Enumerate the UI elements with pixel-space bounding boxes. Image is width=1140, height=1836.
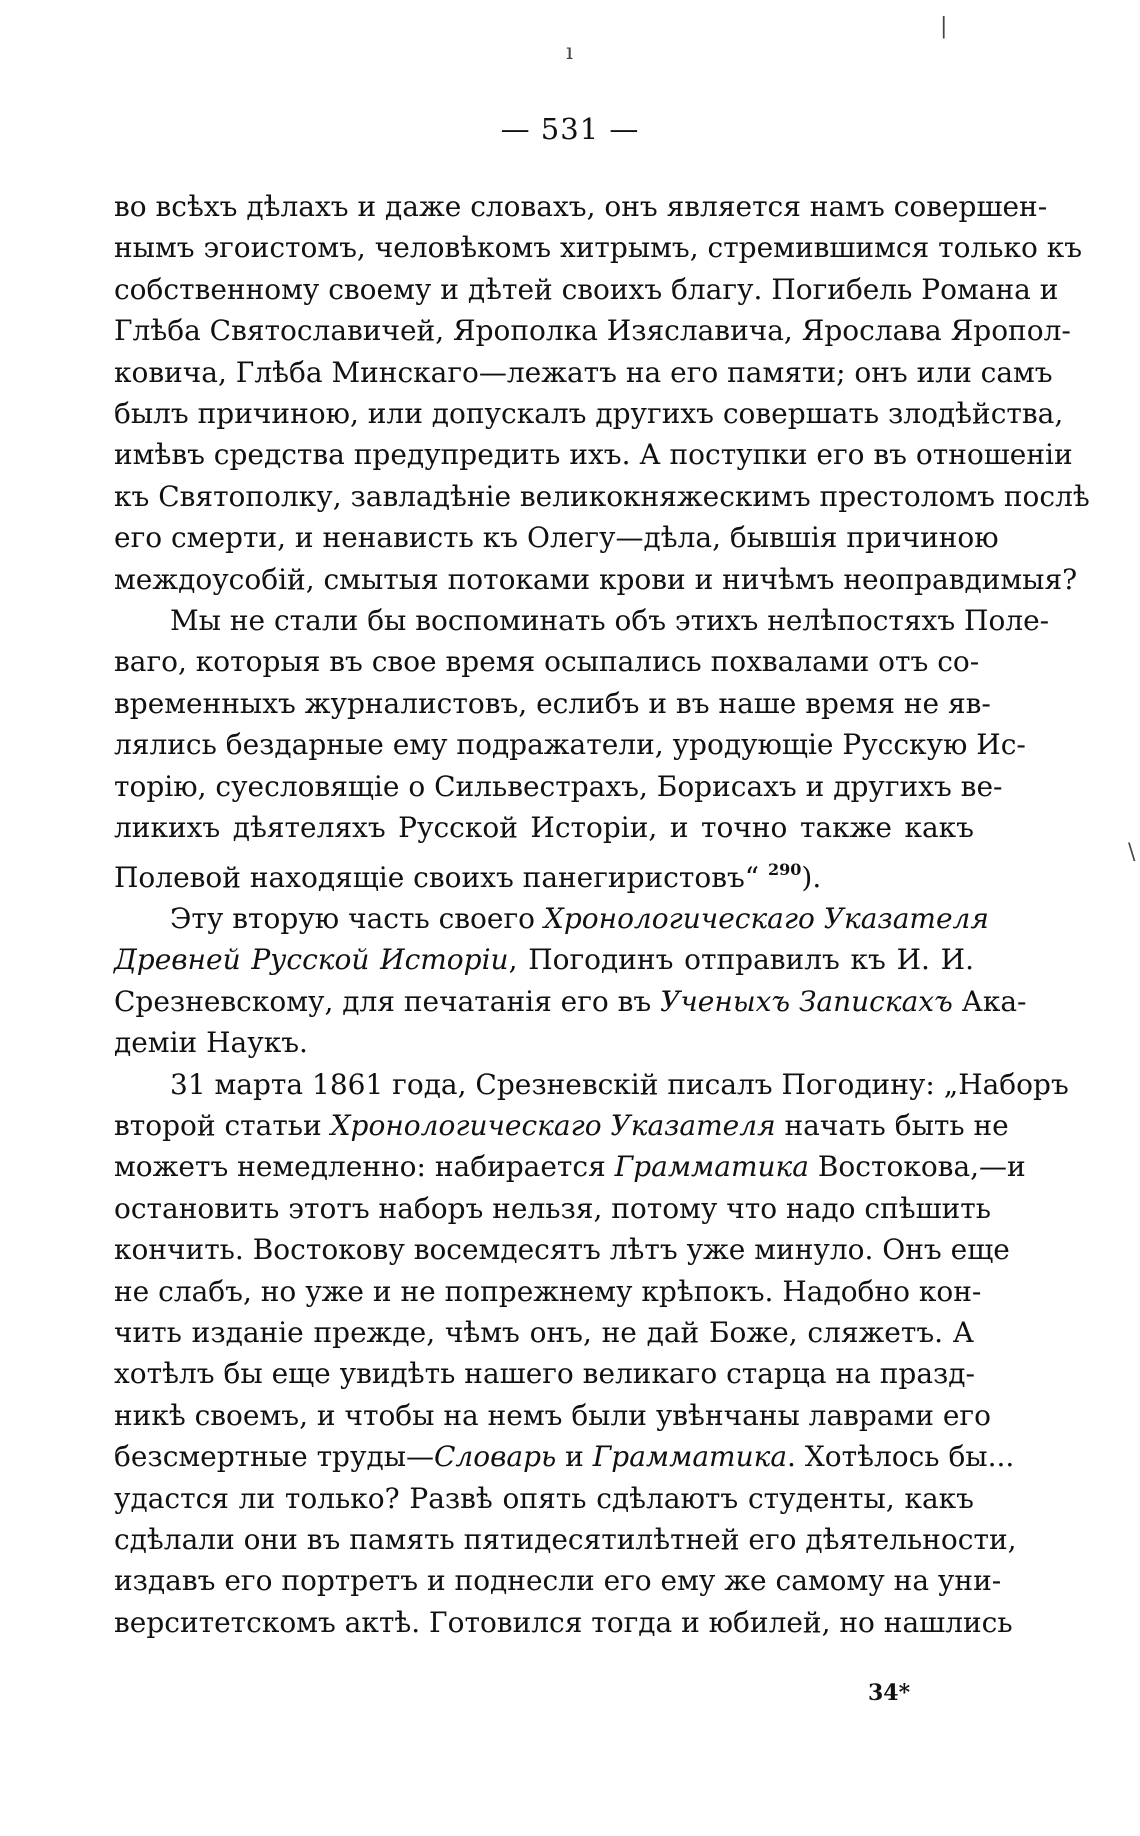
quote-close: ). [801, 860, 822, 894]
text-line [114, 1105, 1009, 1146]
text-line: никѣ своемъ, и чтобы на немъ были увѣнчаны лаврами его [114, 1398, 991, 1432]
text-run: безсмертные труды— [114, 1440, 434, 1474]
text-line: 31 марта 1861 года, Срезневскій писалъ Погодину: „Наборъ [170, 1067, 1069, 1101]
body-text [114, 186, 1090, 1643]
text-line: къ Святополку, завладѣніе великокняжескимъ престоломъ послѣ [114, 479, 1090, 513]
text-line: собственному своему и дѣтей своихъ благу. Погибель Романа и [114, 272, 1059, 306]
quote-text: Полевой находящіе своихъ панегиристовъ“ [114, 860, 760, 894]
text-line [114, 981, 1027, 1022]
text-line: ковича, Глѣба Минскаго—лежатъ на его памяти; онъ или самъ [114, 355, 1053, 389]
text-line [114, 849, 974, 898]
scan-mark: | [940, 14, 948, 39]
text-run: начать быть не [775, 1108, 1009, 1142]
text-line: имѣвъ средства предупредить ихъ. А поступки его въ отношеніи [114, 438, 1073, 472]
text-run: Ака- [952, 984, 1027, 1018]
text-run: и [556, 1440, 593, 1474]
text-line: не слабъ, но уже и не попрежнему крѣпокъ. Надобно кон- [114, 1274, 982, 1308]
text-run: Востокова,—и [808, 1150, 1026, 1184]
text-line: деміи Наукъ. [114, 1026, 308, 1060]
text-line: сдѣлали они въ память пятидесятилѣтней его дѣятельности, [114, 1523, 1017, 1556]
italic-title: Грамматика [592, 1440, 788, 1474]
text-line: остановить этотъ наборъ нельзя, потому что надо спѣшить [114, 1191, 992, 1225]
text-line: его смерти, и ненависть къ Олегу—дѣла, бывшія причиною [114, 521, 999, 555]
text-line: удастся ли только? Развѣ опять сдѣлаютъ студенты, какъ [114, 1481, 974, 1515]
text-line: ликихъ дѣятеляхъ Русской Исторіи, и точно также какъ [114, 811, 974, 845]
text-run: Эту вторую часть своего [170, 901, 544, 935]
italic-title: Грамматика [614, 1150, 809, 1184]
text-line: издавъ его портретъ и поднесли его ему же самому на уни- [114, 1564, 1002, 1598]
printer-signature-mark: 34* [868, 1680, 911, 1706]
text-line: Глѣба Святославичей, Ярополка Изяславича, Ярослава Яропол- [114, 314, 1071, 348]
text-run: можетъ немедленно: набирается [114, 1150, 615, 1184]
italic-title: Словарь [433, 1440, 557, 1474]
text-line: кончить. Востокову восемдесятъ лѣтъ уже минуло. Онъ еще [114, 1233, 1010, 1267]
text-line [114, 898, 989, 939]
italic-title: Древней Русской Исторіи [114, 943, 509, 977]
text-line [114, 939, 974, 980]
scan-mark: ı [566, 40, 574, 65]
italic-title: Хронологическаго Указателя [543, 901, 989, 935]
text-line: хотѣлъ бы еще увидѣть нашего великаго старца на празд- [114, 1357, 975, 1391]
text-line: междоусобій, смытыя потоками крови и ничѣмъ неоправдимыя? [114, 562, 1078, 596]
text-line: торію, суесловящіе о Сильвестрахъ, Борисахъ и другихъ ве- [114, 769, 1003, 803]
footnote-ref: 290 [768, 859, 802, 879]
text-run: . Хотѣлось бы... [787, 1440, 1015, 1474]
text-line: верситетскомъ актѣ. Готовился тогда и юбилей, но нашлись [114, 1605, 1013, 1639]
italic-title: Ученыхъ Запискахъ [660, 984, 953, 1018]
italic-title: Хронологическаго Указателя [330, 1108, 776, 1142]
text-line: Мы не стали бы воспоминать объ этихъ нелѣпостяхъ Поле- [170, 604, 1050, 638]
scan-mark: \ [1128, 840, 1136, 865]
text-run: Срезневскому, для печатанія его въ [114, 984, 661, 1018]
text-line: нымъ эгоистомъ, человѣкомъ хитрымъ, стремившимся только къ [114, 231, 1083, 265]
page-number: — 531 — [500, 112, 640, 146]
text-line: во всѣхъ дѣлахъ и даже словахъ, онъ является намъ совершен- [114, 190, 1048, 223]
text-run: , Погодинъ отправилъ къ И. И. [508, 943, 974, 977]
text-line: лялись бездарные ему подражатели, уродующіе Русскую Ис- [114, 728, 1026, 762]
text-line [114, 1436, 1015, 1477]
text-line: чить изданіе прежде, чѣмъ онъ, не дай Боже, сляжетъ. А [114, 1315, 974, 1349]
text-line: ваго, которыя въ свое время осыпались похвалами отъ со- [114, 645, 980, 679]
text-line: былъ причиною, или допускалъ другихъ совершать злодѣйства, [114, 397, 1064, 431]
text-line: временныхъ журналистовъ, еслибъ и въ наше время не яв- [114, 686, 991, 720]
text-run: второй статьи [114, 1108, 331, 1142]
text-line [114, 1146, 1026, 1187]
